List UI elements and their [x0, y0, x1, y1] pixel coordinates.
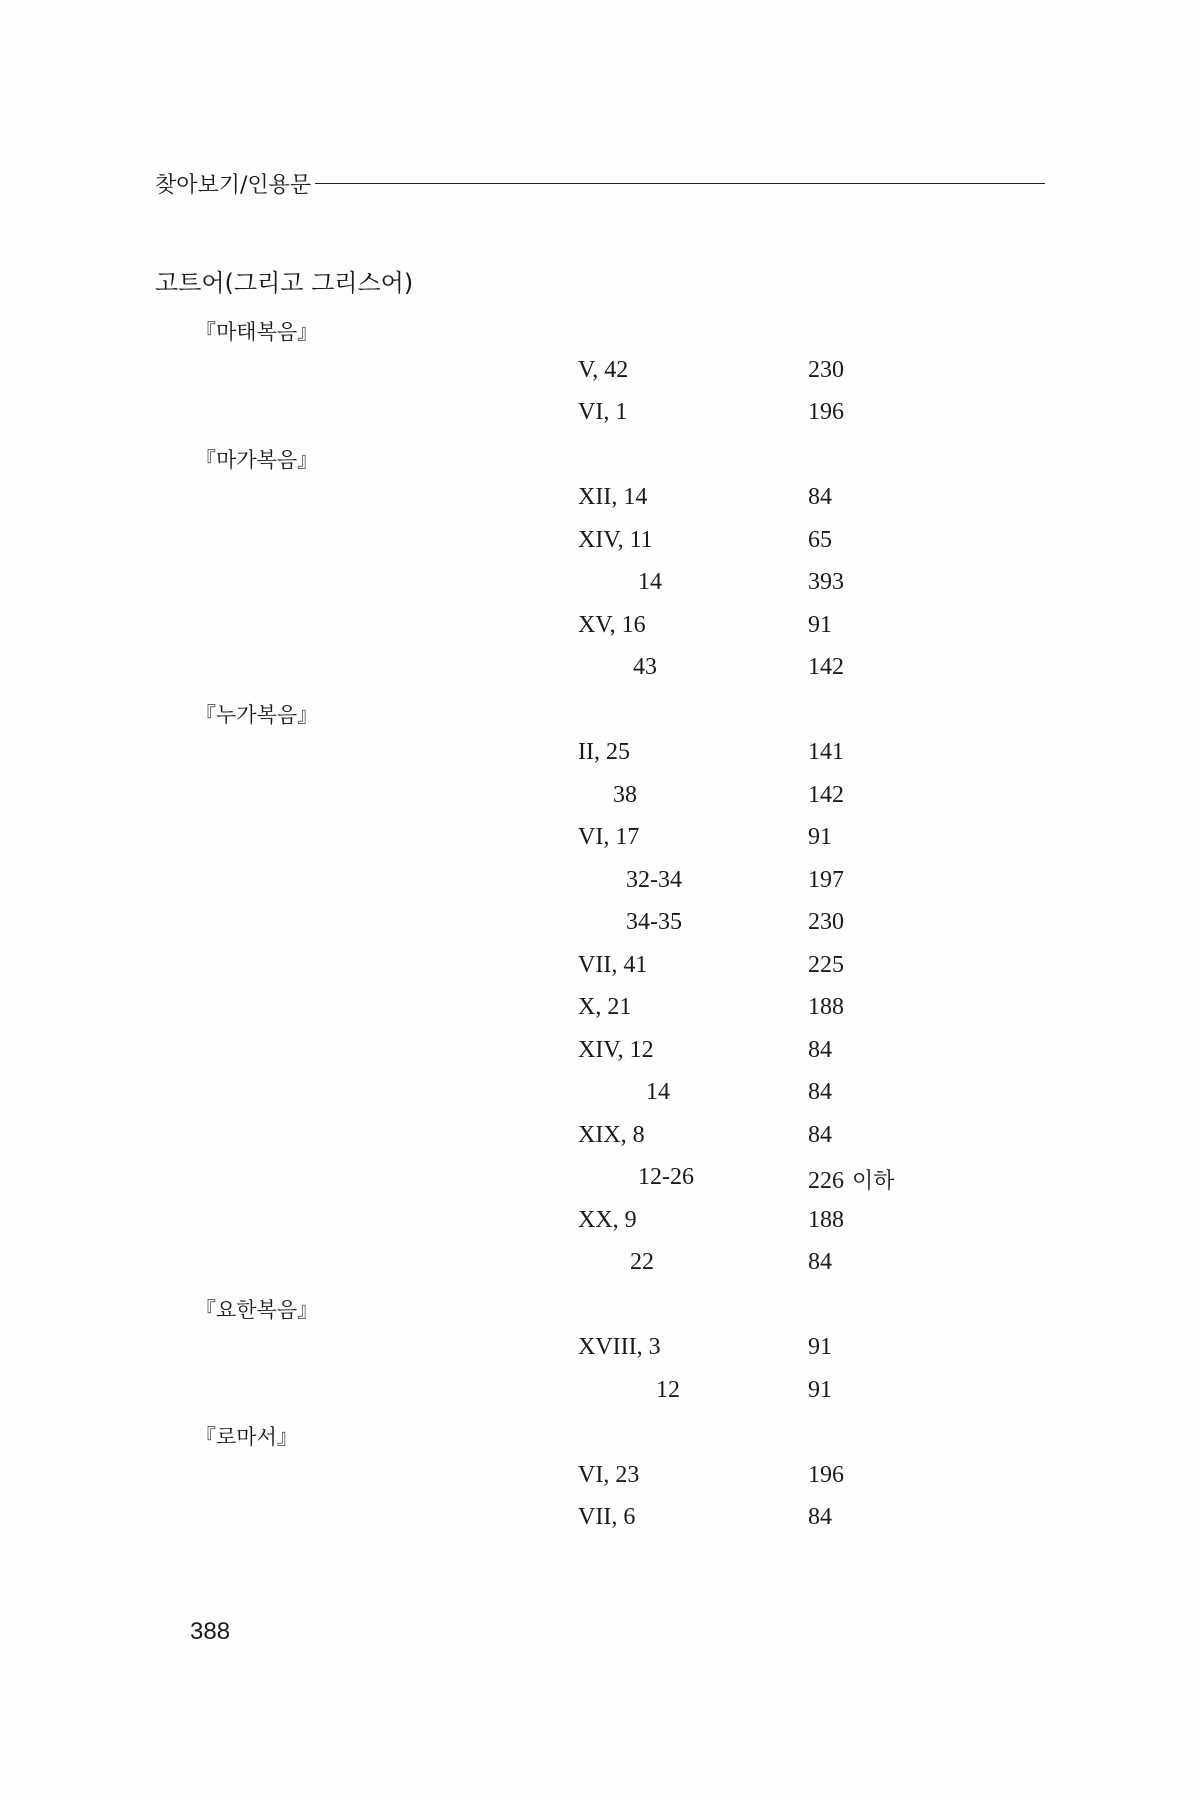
citation-row	[0, 1118, 1200, 1161]
citation-row	[0, 778, 1200, 821]
citation-reference: VI, 1	[578, 399, 628, 425]
citation-reference: 43	[633, 654, 657, 680]
citation-page	[808, 569, 844, 596]
book-title: 『로마서』	[195, 1425, 298, 1449]
citation-page	[808, 1462, 844, 1489]
citation-page-number: 226	[808, 1168, 844, 1194]
citation-row	[0, 353, 1200, 396]
citation-page	[808, 909, 844, 936]
citation-page	[808, 612, 832, 639]
book-heading-row	[0, 1288, 1200, 1331]
citation-page-number: 230	[808, 909, 844, 935]
running-head	[155, 168, 1045, 199]
citation-row	[0, 735, 1200, 778]
citation-reference: VII, 6	[578, 1504, 636, 1530]
citation-reference: V, 42	[578, 356, 629, 383]
citation-row	[0, 948, 1200, 991]
citation-row	[0, 1330, 1200, 1373]
citation-page-number: 84	[808, 1036, 832, 1063]
citation-row	[0, 863, 1200, 906]
citation-page-number: 393	[808, 569, 844, 595]
citation-page-number: 84	[808, 1249, 832, 1275]
book-title: 『마가복음』	[195, 447, 319, 472]
citation-row	[0, 608, 1200, 651]
citation-reference: 14	[646, 1079, 670, 1105]
citation-page-number: 91	[808, 1334, 832, 1360]
citation-page	[808, 357, 844, 384]
citation-page	[808, 1249, 832, 1276]
citation-reference: X, 21	[578, 994, 632, 1020]
citation-reference: XIV, 12	[578, 1036, 654, 1063]
citation-page-number: 84	[808, 1121, 832, 1148]
citation-row	[0, 1075, 1200, 1118]
citation-page	[808, 527, 832, 554]
citation-reference: XII, 14	[578, 484, 648, 510]
citation-page	[808, 867, 844, 894]
page-number: 388	[190, 1618, 231, 1645]
citation-page	[808, 739, 844, 766]
citation-page-number: 188	[808, 1206, 844, 1233]
citation-page-number: 84	[808, 1079, 832, 1105]
citation-reference: II, 25	[578, 739, 630, 765]
citation-reference: 32-34	[626, 866, 682, 893]
citation-row	[0, 1458, 1200, 1501]
citation-page-suffix: 이하	[852, 1169, 895, 1194]
citation-index-list	[0, 310, 1200, 1543]
citation-reference: VI, 17	[578, 824, 640, 850]
citation-page	[808, 1164, 895, 1195]
citation-page-number: 142	[808, 781, 844, 808]
book-heading-row	[0, 310, 1200, 353]
citation-page-number: 141	[808, 739, 844, 765]
book-heading-row	[0, 693, 1200, 736]
citation-row	[0, 905, 1200, 948]
citation-page-number: 91	[808, 611, 832, 638]
citation-page-number: 188	[808, 994, 844, 1020]
citation-page	[808, 399, 844, 426]
citation-page	[808, 1377, 832, 1404]
citation-row	[0, 990, 1200, 1033]
citation-page	[808, 994, 844, 1021]
citation-page-number: 65	[808, 526, 832, 553]
citation-row	[0, 480, 1200, 523]
citation-page-number: 225	[808, 951, 844, 978]
book-heading-row	[0, 1415, 1200, 1458]
citation-reference: 38	[613, 781, 637, 808]
citation-reference: XX, 9	[578, 1206, 637, 1233]
citation-page	[808, 1122, 832, 1149]
citation-row	[0, 523, 1200, 566]
citation-page-number: 84	[808, 484, 832, 510]
citation-page-number: 197	[808, 866, 844, 893]
book-title: 『누가복음』	[195, 702, 319, 727]
citation-page	[808, 1037, 832, 1064]
citation-page-number: 196	[808, 1461, 844, 1488]
citation-page	[808, 654, 844, 681]
citation-row	[0, 395, 1200, 438]
citation-page-number: 142	[808, 654, 844, 680]
running-head-rule	[315, 183, 1045, 184]
citation-page	[808, 484, 832, 511]
citation-row	[0, 650, 1200, 693]
citation-reference: XVIII, 3	[578, 1334, 661, 1360]
citation-row	[0, 820, 1200, 863]
citation-page-number: 91	[808, 1376, 832, 1403]
book-title: 『요한복음』	[195, 1297, 319, 1322]
citation-page	[808, 1334, 832, 1361]
citation-reference: VII, 41	[578, 951, 648, 978]
citation-row	[0, 1500, 1200, 1543]
citation-page	[808, 824, 832, 851]
citation-row	[0, 1373, 1200, 1416]
citation-reference: 22	[630, 1249, 654, 1275]
citation-reference: XV, 16	[578, 611, 646, 638]
citation-reference: XIX, 8	[578, 1121, 645, 1148]
citation-row	[0, 1160, 1200, 1203]
citation-page	[808, 1504, 832, 1531]
citation-page-number: 91	[808, 824, 832, 850]
citation-page-number: 230	[808, 356, 844, 383]
section-heading: 고트어(그리고 그리스어)	[155, 269, 414, 297]
citation-page-number: 196	[808, 399, 844, 425]
citation-page-number: 84	[808, 1504, 832, 1530]
citation-reference: 14	[638, 569, 662, 595]
citation-page	[808, 952, 844, 979]
citation-row	[0, 1033, 1200, 1076]
citation-reference: 12	[656, 1376, 680, 1403]
running-head-title: 찾아보기/인용문	[155, 173, 312, 198]
citation-row	[0, 565, 1200, 608]
citation-row	[0, 1203, 1200, 1246]
citation-row	[0, 1245, 1200, 1288]
citation-page	[808, 1079, 832, 1106]
book-heading-row	[0, 438, 1200, 481]
citation-reference: XIV, 11	[578, 526, 653, 553]
citation-reference: VI, 23	[578, 1461, 640, 1488]
citation-page	[808, 782, 844, 809]
citation-reference: 12-26	[638, 1164, 694, 1190]
citation-reference: 34-35	[626, 909, 682, 935]
citation-page	[808, 1207, 844, 1234]
book-title: 『마태복음』	[195, 320, 319, 344]
